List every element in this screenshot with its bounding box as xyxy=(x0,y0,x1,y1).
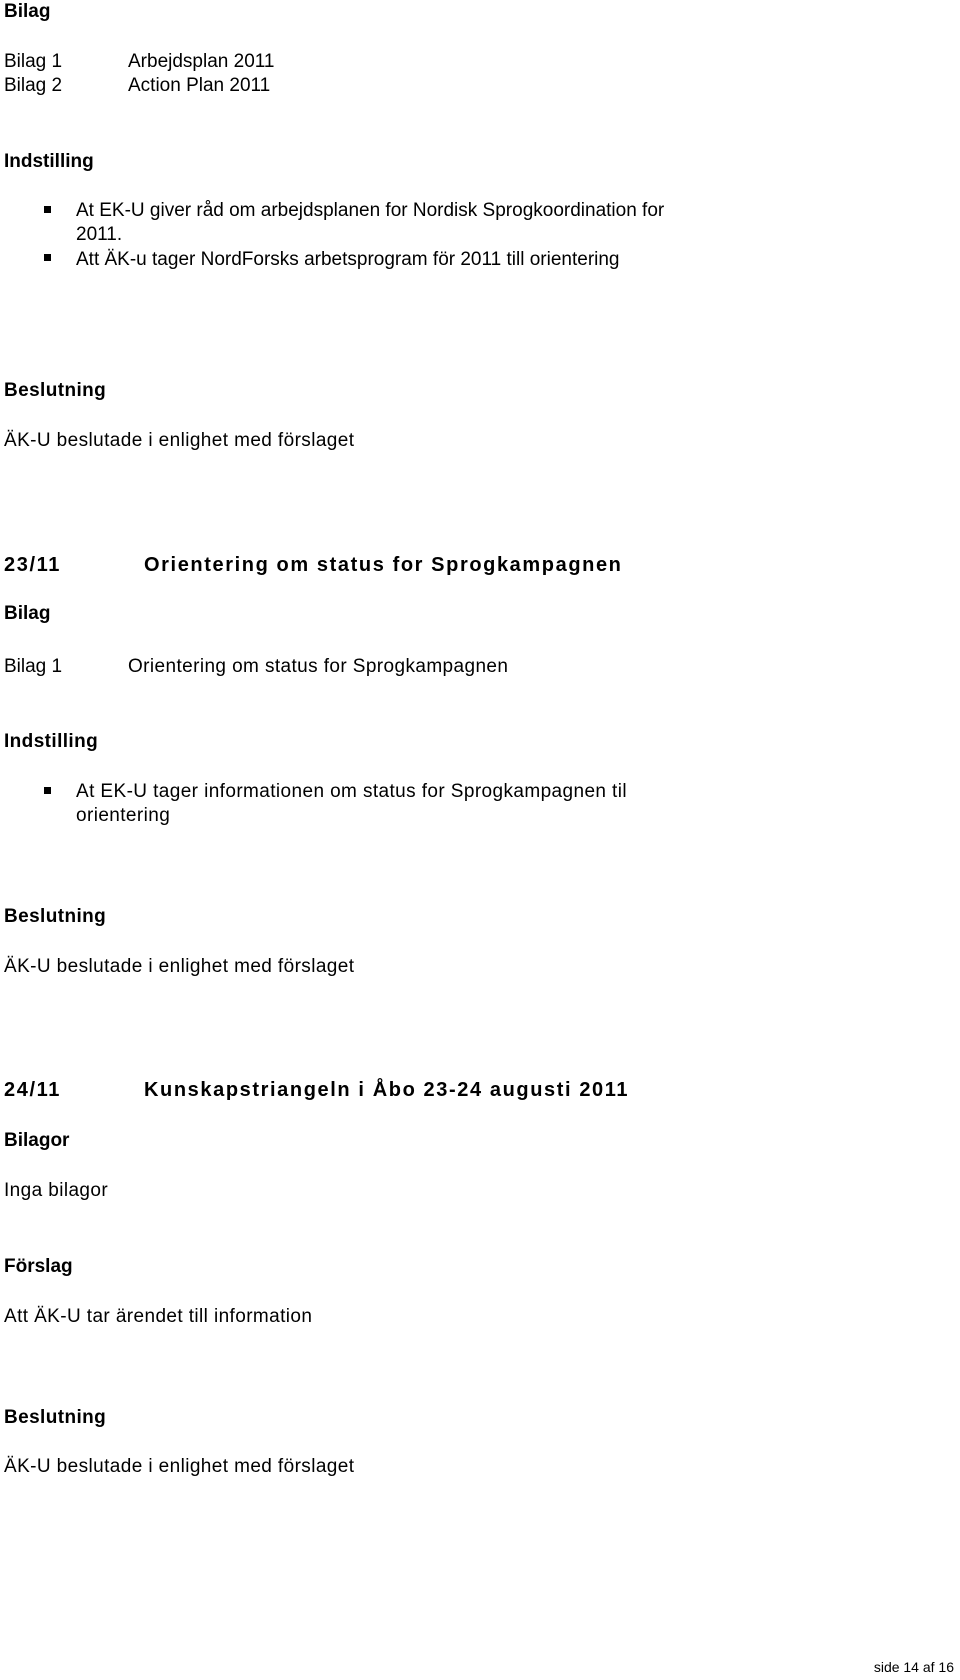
proposal-heading: Indstilling xyxy=(4,151,94,172)
bilag-heading: Bilagor xyxy=(4,1130,70,1151)
item-title: Kunskapstriangeln i Åbo 23-24 augusti 2011 xyxy=(144,1079,630,1101)
bullet-text-continued: orientering xyxy=(76,805,171,826)
decision-text: ÄK-U beslutade i enlighet med förslaget xyxy=(4,956,355,977)
bullet-text: Att ÄK-u tager NordForsks arbetsprogram för 2011 till orientering xyxy=(76,249,620,270)
item-number: 24/11 xyxy=(4,1079,61,1101)
bilag-heading: Bilag xyxy=(4,1,51,22)
attachment-title: Action Plan 2011 xyxy=(128,75,271,96)
item-title: Orientering om status for Sprogkampagnen xyxy=(144,554,623,576)
bullet-text: At EK-U tager informationen om status for Sprogkampagnen til xyxy=(76,781,627,802)
attachment-label: Bilag 2 xyxy=(4,75,63,96)
bullet-icon xyxy=(44,206,51,213)
bilag-text: Inga bilagor xyxy=(4,1180,109,1201)
decision-text: ÄK-U beslutade i enlighet med förslaget xyxy=(4,1456,355,1477)
attachment-label: Bilag 1 xyxy=(4,51,63,72)
page-number: side 14 af 16 xyxy=(873,1659,954,1675)
bilag-heading: Bilag xyxy=(4,603,51,624)
proposal-text: Att ÄK-U tar ärendet till information xyxy=(4,1306,313,1327)
attachment-title: Arbejdsplan 2011 xyxy=(128,51,275,72)
proposal-heading: Indstilling xyxy=(4,731,99,752)
decision-heading: Beslutning xyxy=(4,380,107,401)
bullet-icon xyxy=(44,787,51,794)
decision-heading: Beslutning xyxy=(4,906,107,927)
decision-text: ÄK-U beslutade i enlighet med förslaget xyxy=(4,430,355,451)
attachment-label: Bilag 1 xyxy=(4,656,63,677)
bullet-icon xyxy=(44,254,51,261)
attachment-title: Orientering om status for Sprogkampagnen xyxy=(128,656,509,677)
item-number: 23/11 xyxy=(4,554,61,576)
bullet-text-continued: 2011. xyxy=(76,224,123,245)
decision-heading: Beslutning xyxy=(4,1407,107,1428)
proposal-heading: Förslag xyxy=(4,1256,73,1277)
bullet-text: At EK-U giver råd om arbejdsplanen for Nordisk Sprogkoordination for xyxy=(76,200,665,221)
